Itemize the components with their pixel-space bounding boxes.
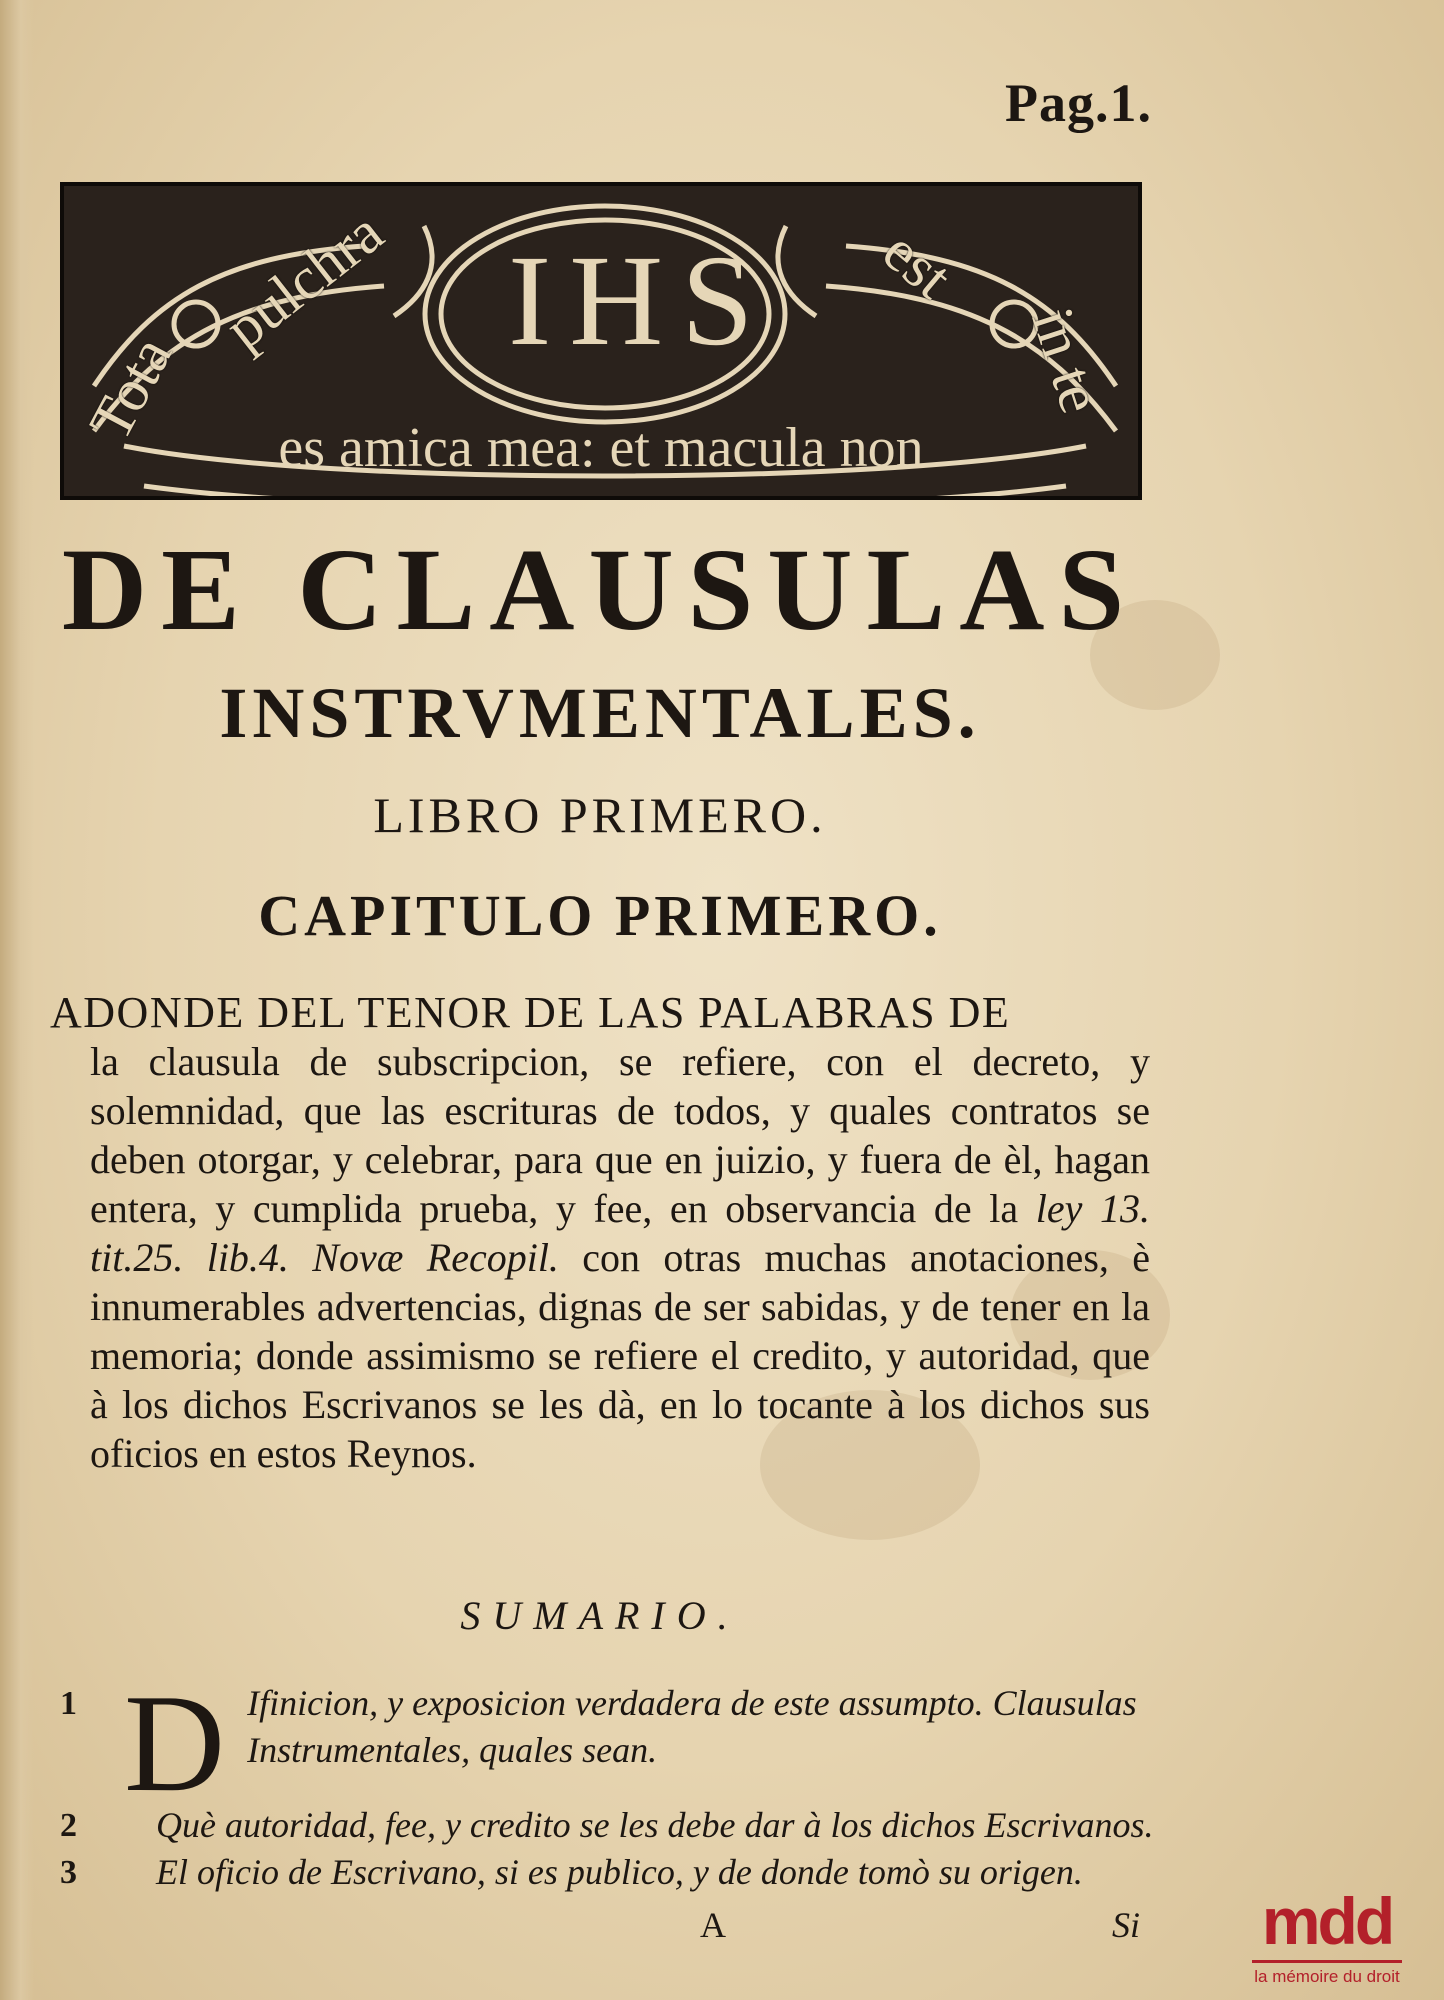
paragraph-body: [50, 1037, 1150, 1478]
law-citation: ley 13. tit.25. lib.4. Novæ Recopil.: [90, 1186, 1151, 1280]
page-subtitle: INSTRVMENTALES.: [219, 673, 981, 753]
item-number: 1: [60, 1685, 77, 1722]
paragraph-text: la clausula de subscripcion, se refiere, con el decreto, y solemnidad, que las escrituras de todos, y quales contratos se deben otorgar, y celebrar, para que en juizio, y fuera de èl, hagan entera, y cumplida prueba, y fee, en observancia de la: [90, 1039, 1150, 1231]
signature-mark: A: [700, 1905, 726, 1945]
banner-word: in te: [1019, 300, 1115, 421]
logo-tagline: la mémoire du droit: [1254, 1967, 1400, 1986]
page-title: DE CLAUSULAS: [61, 524, 1139, 655]
page-gutter: [0, 0, 34, 2000]
chapter-heading: CAPITULO PRIMERO.: [258, 883, 942, 948]
mdd-logo: [1242, 1884, 1412, 1987]
item-text: Què autoridad, fee, y credito se les debe dar à los dichos Escrivanos.: [156, 1805, 1154, 1845]
sumario-list: [60, 1666, 1160, 1896]
item-text: El oficio de Escrivano, si es publico, y de donde tomò su origen.: [156, 1852, 1083, 1892]
logo-rule: [1252, 1960, 1402, 1963]
banner-word: pulchra: [212, 198, 395, 362]
list-item: [60, 1802, 1160, 1849]
paragraph-first-line: ADONDE DEL TENOR DE LAS PALABRAS DE: [50, 988, 1011, 1037]
item-text: Ifinicion, y exposicion verdadera de este assumpto. Clausulas Instrumentales, quales sean.: [247, 1683, 1137, 1770]
paragraph-text: con otras muchas anotaciones, è innumerables advertencias, dignas de ser sabidas, y de tener en la memoria; donde assimismo se refiere el credito, y autoridad, que à los dichos Escrivanos se les dà, en lo tocante à los dichos sus oficios en estos Reynos.: [90, 1235, 1150, 1476]
sumario-heading: SUMARIO.: [460, 1593, 740, 1638]
ihs-monogram: IHS: [508, 229, 772, 373]
item-number: 3: [60, 1854, 77, 1891]
drop-cap: D: [124, 1666, 226, 1821]
woodcut-banner: [60, 182, 1142, 500]
page-number: Pag.1.: [1005, 73, 1152, 133]
banner-word: est: [870, 217, 965, 311]
catchword: Si: [1112, 1905, 1141, 1945]
item-number: 2: [60, 1807, 77, 1844]
list-item: [60, 1849, 1160, 1896]
book-heading: LIBRO PRIMERO.: [373, 787, 827, 843]
list-item: [60, 1666, 1160, 1821]
banner-word: Tota: [76, 326, 185, 451]
banner-motto: es amica mea: et macula non: [278, 417, 924, 479]
chapter-summary-paragraph: [50, 988, 1150, 1478]
logo-letters: mdd: [1261, 1884, 1393, 1958]
